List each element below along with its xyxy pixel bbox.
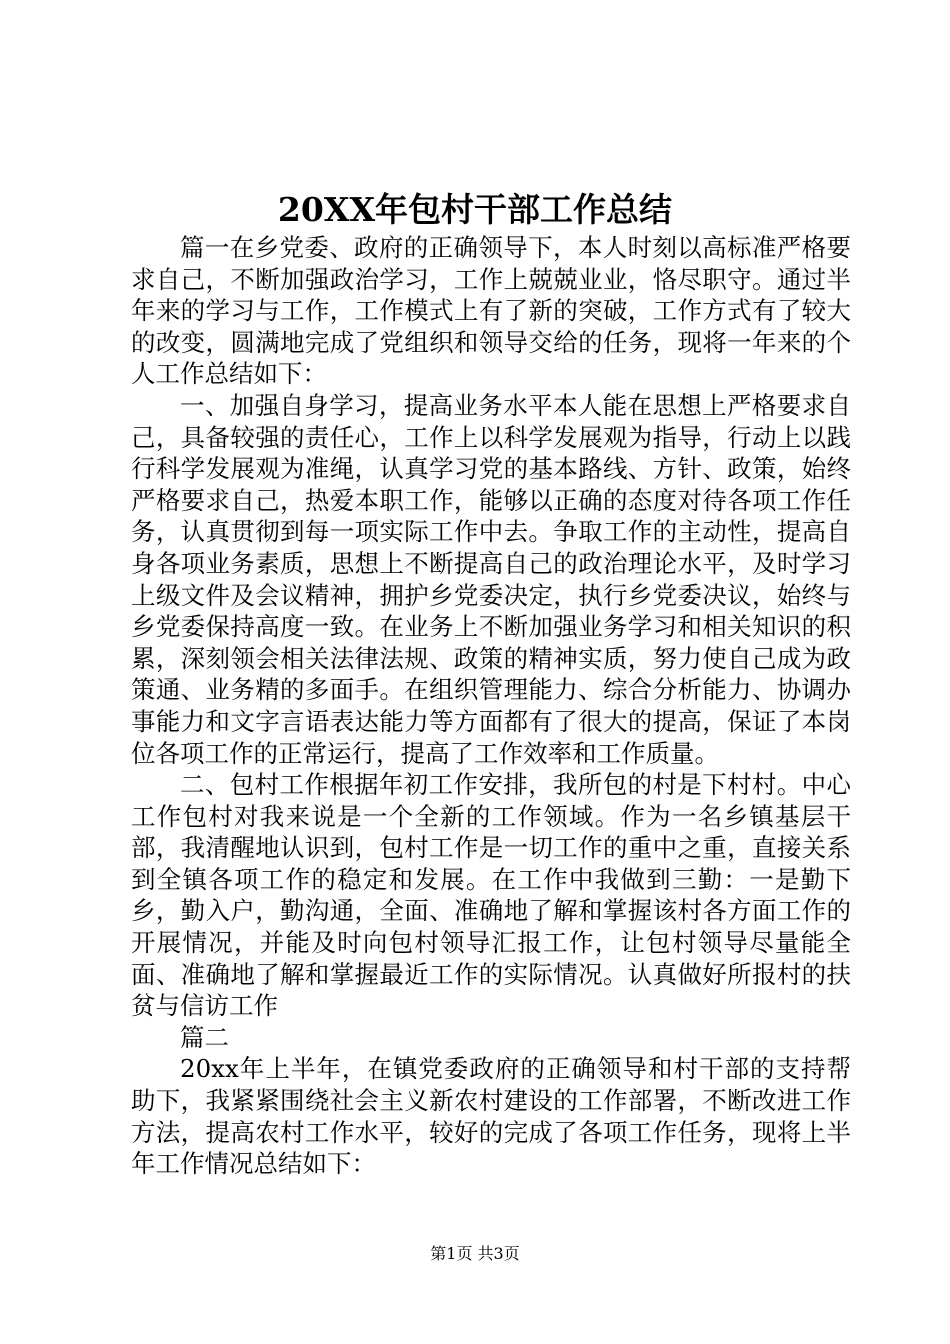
paragraph-intro: 篇一在乡党委、政府的正确领导下，本人时刻以高标准严格要求自己，不断加强政治学习，工作上兢兢业业，恪尽职守。通过半年来的学习与工作，工作模式上有了新的突破，工作方式有了较大的改变，圆满地完成了党组织和领导交给的任务，现将一年来的个人工作总结如下： (131, 233, 851, 389)
paragraph-part-two-heading: 篇二 (180, 1022, 229, 1052)
paragraph-section-one: 一、加强自身学习，提高业务水平本人能在思想上严格要求自己，具备较强的责任心，工作上以科学发展观为指导，行动上以践行科学发展观为准绳，认真学习党的基本路线、方针、政策，始终严格要求自己，热爱本职工作，能够以正确的态度对待各项工作任务，认真贯彻到每一项实际工作中去。争取工作的主动性，提高自身各项业务素质，思想上不断提高自己的政治理论水平，及时学习上级文件及会议精神，拥护乡党委决定，执行乡党委决议，始终与乡党委保持高度一致。在业务上不断加强业务学习和相关知识的积累，深刻领会相关法律法规、政策的精神实质，努力使自己成为政策通、业务精的多面手。在组织管理能力、综合分析能力、协调办事能力和文字言语表达能力等方面都有了很大的提高，保证了本岗位各项工作的正常运行，提高了工作效率和工作质量。 (131, 390, 851, 768)
document-title: 20XX年包村干部工作总结 (277, 190, 673, 229)
paragraph-section-two: 二、包村工作根据年初工作安排，我所包的村是下村村。中心工作包村对我来说是一个全新的工作领域。作为一名乡镇基层干部，我清醒地认识到，包村工作是一切工作的重中之重，直接关系到全镇各项工作的稳定和发展。在工作中我做到三勤：一是勤下乡，勤入户，勤沟通，全面、准确地了解和掌握该村各方面工作的开展情况，并能及时向包村领导汇报工作，让包村领导尽量能全面、准确地了解和掌握最近工作的实际情况。认真做好所报村的扶贫与信访工作 (131, 770, 851, 1021)
document-body (131, 232, 851, 1180)
page-footer: 第1页 共3页 (430, 1244, 520, 1263)
paragraph-part-two-intro: 20xx年上半年，在镇党委政府的正确领导和村干部的支持帮助下，我紧紧围绕社会主义新农村建设的工作部署，不断改进工作方法，提高农村工作水平，较好的完成了各项工作任务，现将上半年工作情况总结如下： (131, 1054, 851, 1179)
